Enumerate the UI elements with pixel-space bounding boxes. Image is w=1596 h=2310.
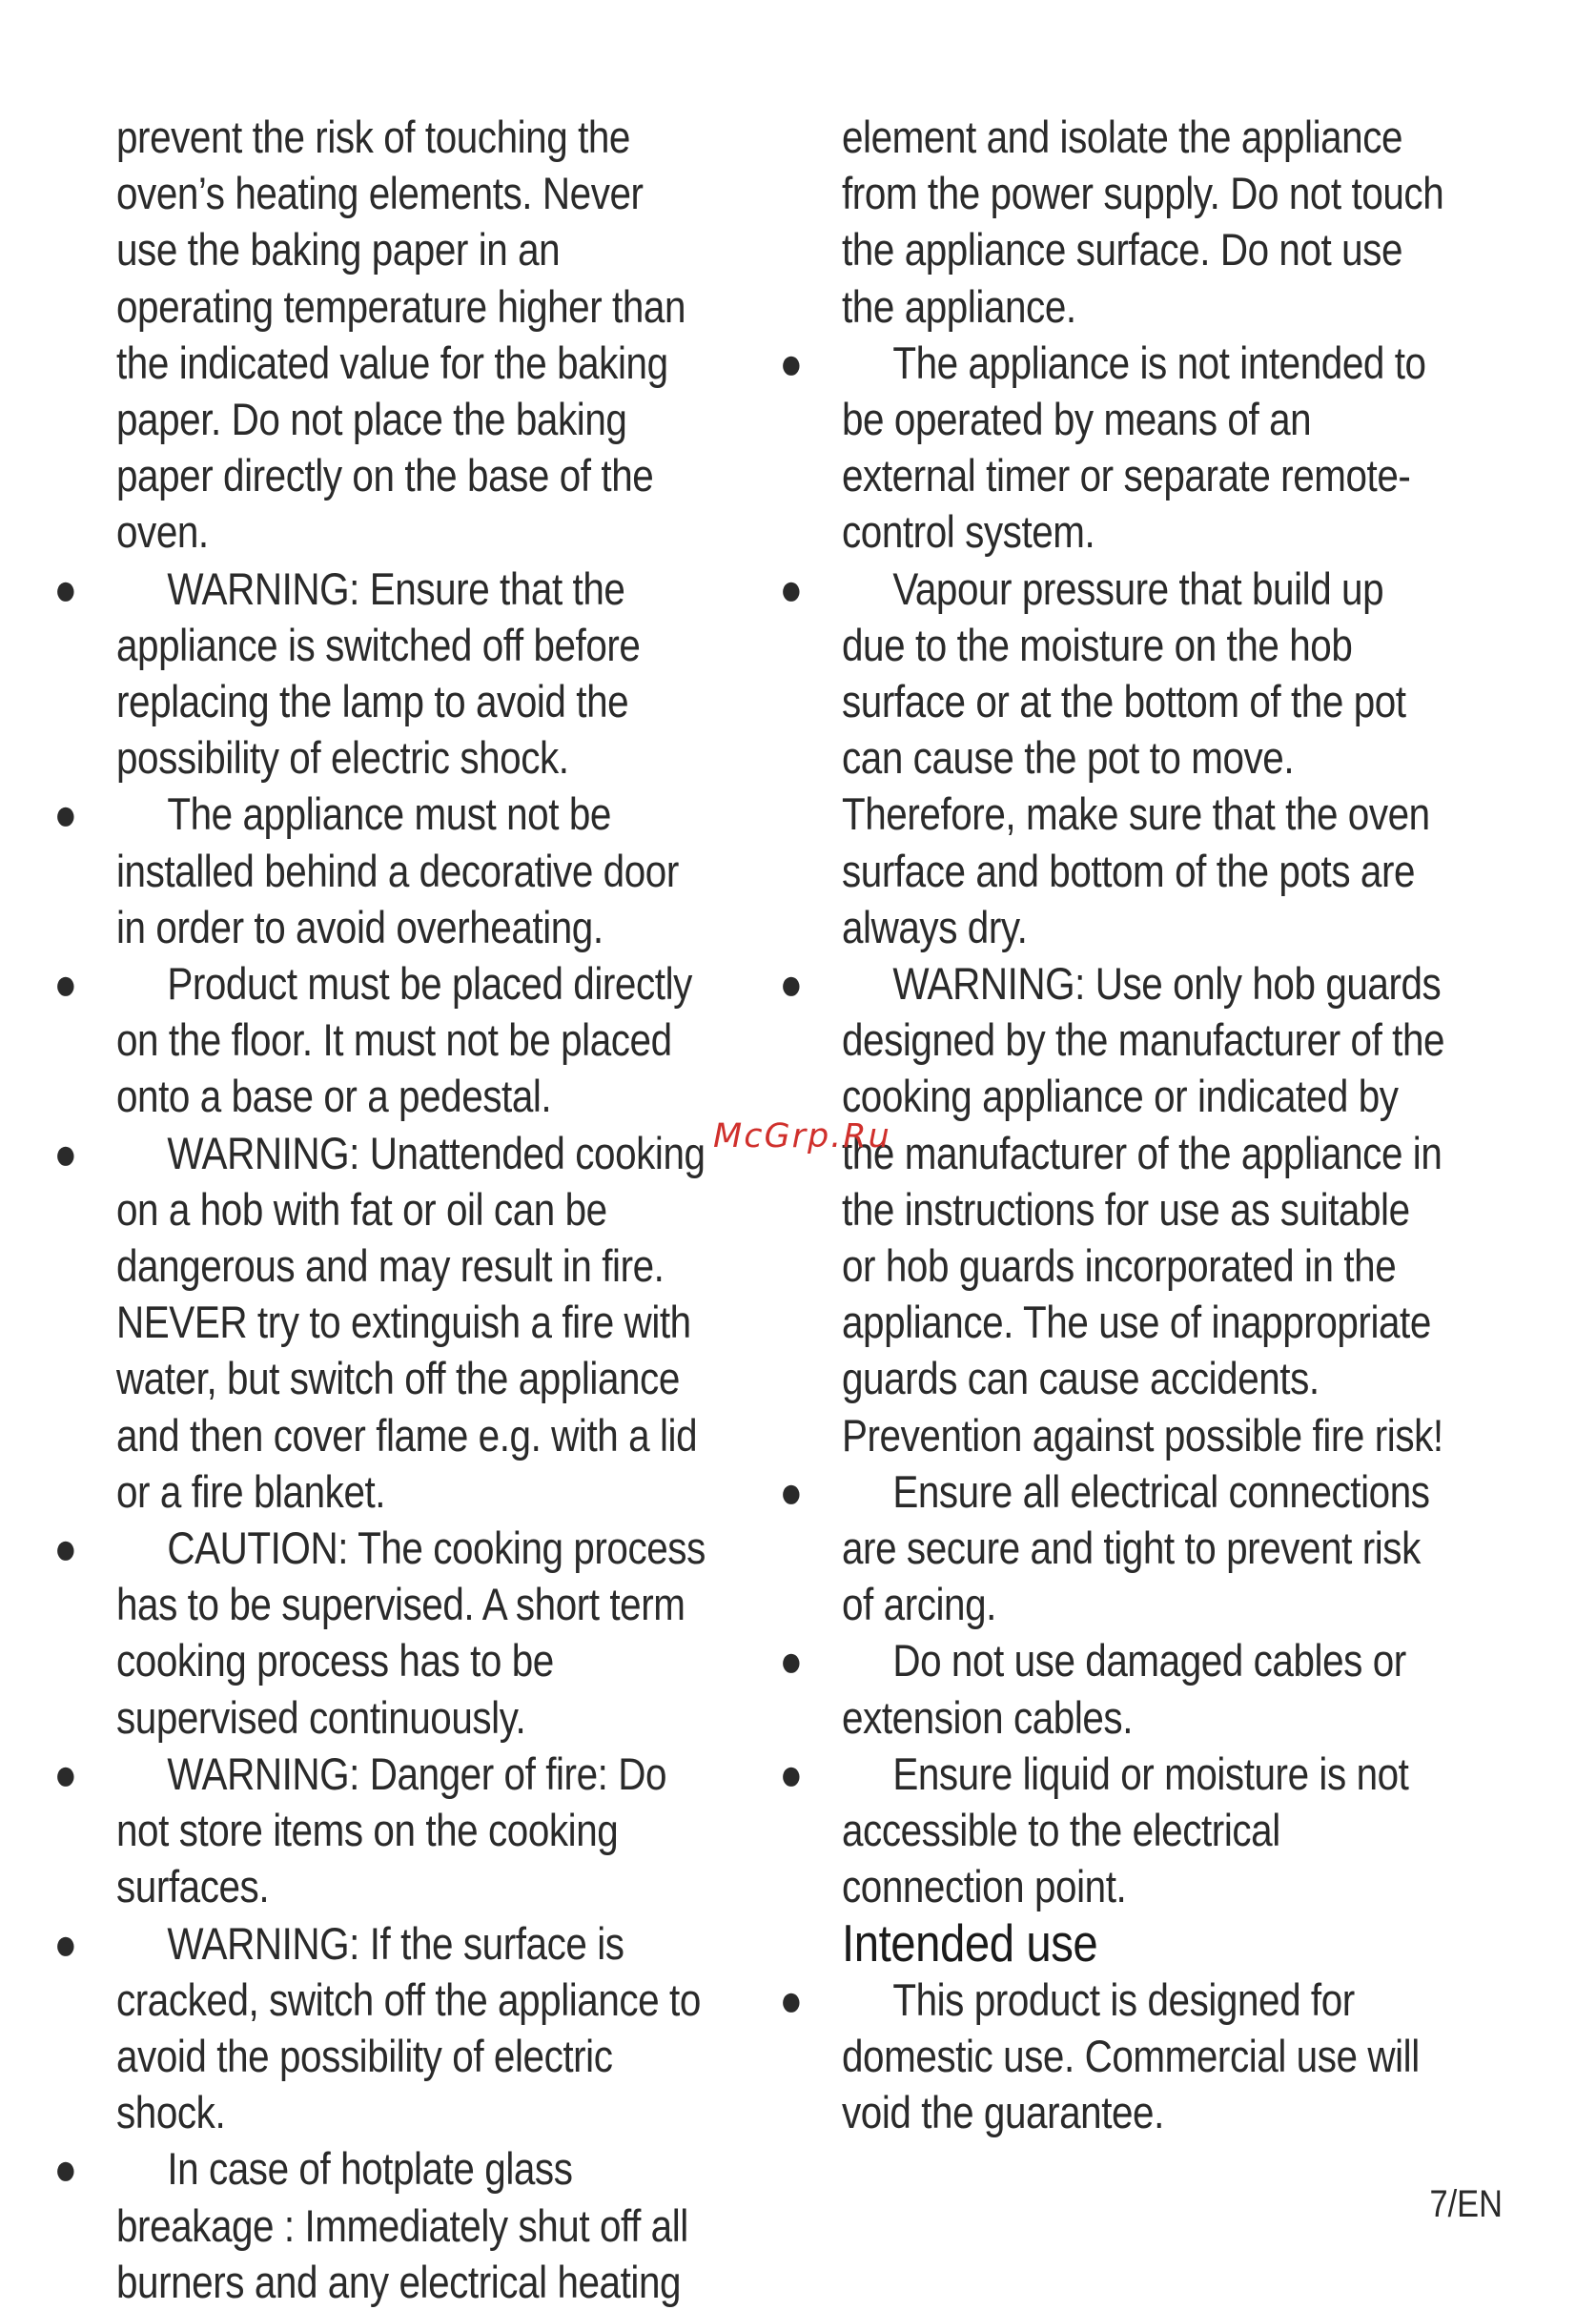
bullet-icon: ● [53, 562, 77, 614]
list-item-text: Vapour pressure that build up due to the moisture on the hob surface or at the bottom of the pot can cause the pot to move. Therefore, make sure that the oven surface and bottom of the pots are always dry. [842, 562, 1430, 952]
bullet-icon: ● [779, 1635, 803, 1687]
bullet-icon: ● [53, 1917, 77, 1969]
list-item-text: The appliance must not be installed behind a decorative door in order to avoid overheating. [116, 788, 679, 952]
list-item-text: WARNING: Use only hob guards designed by the manufacturer of the cooking appliance or indicated by the manufacturer of the appliance in the instructions for use as suitable or hob guards incorporated in the appliance. The use of inappropriate guards can cause accidents. Prevention against possible fire risk! [842, 958, 1445, 1461]
section-heading-intended-use: Intended use [842, 1912, 1098, 1973]
list-item-text: Ensure liquid or moisture is not accessible to the electrical connection point. [842, 1748, 1409, 1912]
left-column [53, 109, 706, 2310]
list-item-text: WARNING: If the surface is cracked, switch off the appliance to avoid the possibility of electric shock. [116, 1917, 701, 2138]
list-item [53, 561, 706, 787]
list-item [779, 1632, 1448, 1745]
bullet-icon: ● [779, 562, 803, 614]
list-item [779, 1463, 1448, 1633]
page-number: 7/EN [1429, 2183, 1503, 2225]
list-item [53, 1746, 706, 1915]
list-item [779, 1746, 1448, 1915]
left-continuation-text: prevent the risk of touching the oven’s heating elements. Never use the baking paper in an operating temperature higher than the indicated value for the baking paper. Do not place the baking paper directly on the base of the oven. [116, 112, 686, 558]
list-item-text: WARNING: Danger of fire: Do not store items on the cooking surfaces. [116, 1748, 667, 1912]
list-item [779, 561, 1448, 955]
list-item-text: The appliance is not intended to be operated by means of an external timer or separate remote-control system. [842, 337, 1426, 558]
list-item-text: In case of hotplate glass breakage : Immediately shut off all burners and any electrical heating [116, 2143, 688, 2307]
bullet-icon: ● [53, 1523, 77, 1574]
bullet-icon: ● [53, 1127, 77, 1178]
list-item [53, 2140, 706, 2310]
list-item-text: Product must be placed directly on the floor. It must not be placed onto a base or a pedestal. [116, 958, 692, 1122]
bullet-icon: ● [779, 1465, 803, 1517]
watermark: McGrp.Ru [713, 1117, 891, 1155]
bullet-icon: ● [53, 2143, 77, 2195]
bullet-icon: ● [53, 958, 77, 1010]
bullet-icon: ● [53, 1748, 77, 1799]
bullet-icon: ● [779, 958, 803, 1010]
list-item-text: WARNING: Unattended cooking on a hob with fat or oil can be dangerous and may result in fire. NEVER try to extinguish a fire with water, but switch off the appliance and then cover flame e.g. with a lid or a fire blanket. [116, 1127, 706, 1517]
list-item-text: Ensure all electrical connections are secure and tight to prevent risk of arcing. [842, 1465, 1430, 1630]
list-item-text: Do not use damaged cables or extension cables. [842, 1635, 1406, 1743]
bullet-icon: ● [779, 1748, 803, 1799]
list-item [53, 1520, 706, 1746]
list-item-text: WARNING: Ensure that the appliance is switched off before replacing the lamp to avoid the possibility of electric shock. [116, 562, 641, 784]
list-item-text: This product is designed for domestic use. Commercial use will void the guarantee. [842, 1973, 1420, 2138]
list-item [53, 955, 706, 1125]
list-item [53, 1915, 706, 2141]
bullet-icon: ● [779, 337, 803, 388]
list-item [53, 786, 706, 955]
list-item [53, 1125, 706, 1520]
list-item [779, 335, 1448, 561]
list-item [779, 1972, 1448, 2141]
list-item-text: CAUTION: The cooking process has to be supervised. A short term cooking process has to be supervised continuously. [116, 1523, 706, 1743]
right-continuation-text: element and isolate the appliance from the power supply. Do not touch the appliance surface. Do not use the appliance. [842, 112, 1444, 332]
bullet-icon: ● [53, 788, 77, 840]
bullet-icon: ● [779, 1973, 803, 2025]
